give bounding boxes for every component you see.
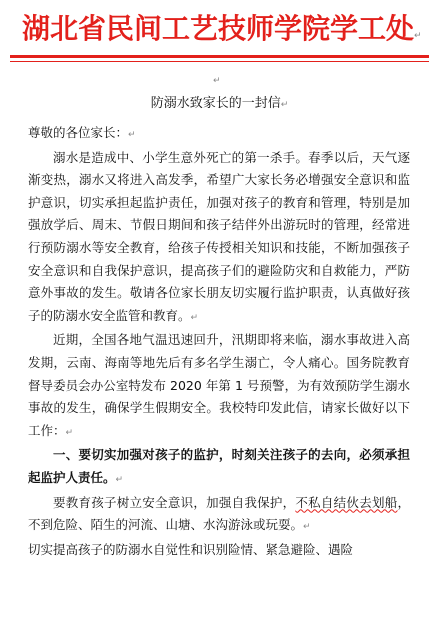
section-heading-1: 一、要切实加强对孩子的监护，时刻关注孩子的去向，必须承担起监护人责任。↵ bbox=[28, 447, 410, 485]
letter-title: 防溺水致家长的一封信↵ bbox=[150, 96, 289, 111]
letterhead-title: 湖北省民间工艺技师学院学工处 bbox=[22, 12, 415, 45]
letterhead-rule-thin bbox=[10, 61, 429, 62]
letterhead-rule-thick bbox=[10, 55, 429, 58]
empty-paragraph-mark: ↵ bbox=[213, 76, 221, 86]
paragraph-3: 要教育孩子树立安全意识，加强自我保护，不私自结伙去划船，不到危险、陌生的河流、山塘、水沟游泳或玩耍。↵ bbox=[28, 494, 410, 533]
paragraph-2: 近期，全国各地气温迅速回升，汛期即将来临，溺水事故进入高发期，云南、海南等地先后有多名学生溺亡，令人痛心。国务院教育督导委员会办公室特发布 2020 年第 1 号预警，为有效预防学生溺水事故的发生，确保学生假期安全。我校特印发此信，请家长做好以下工作：↵ bbox=[28, 332, 410, 438]
letter-body bbox=[28, 122, 410, 561]
spellcheck-underlined-text: 不私自结伙去划船 bbox=[295, 494, 398, 510]
salutation: 尊敬的各位家长：↵ bbox=[28, 125, 136, 140]
letterhead bbox=[22, 6, 422, 52]
paragraph-mark: ↵ bbox=[414, 31, 422, 41]
paragraph-4: 切实提高孩子的防溺水自觉性和识别险情、紧急避险、遇险 bbox=[28, 541, 354, 557]
paragraph-1: 溺水是造成中、小学生意外死亡的第一杀手。春季以后，天气逐渐变热，溺水又将进入高发季，希望广大家长务必增强安全意识和监护意识，切实承担起监护责任，加强对孩子的教育和管理，特别是加强放学后、周末、节假日期间和孩子结伴外出游玩时的管理，经常进行预防溺水等安全教育，给孩子传授相关知识和技能，不断加强孩子安全意识和自我保护意识，提高孩子们的避险防灾和自救能力，严防意外事故的发生。敬请各位家长朋友切实履行监护职责，认真做好孩子的防溺水安全监管和教育。↵ bbox=[28, 149, 410, 323]
